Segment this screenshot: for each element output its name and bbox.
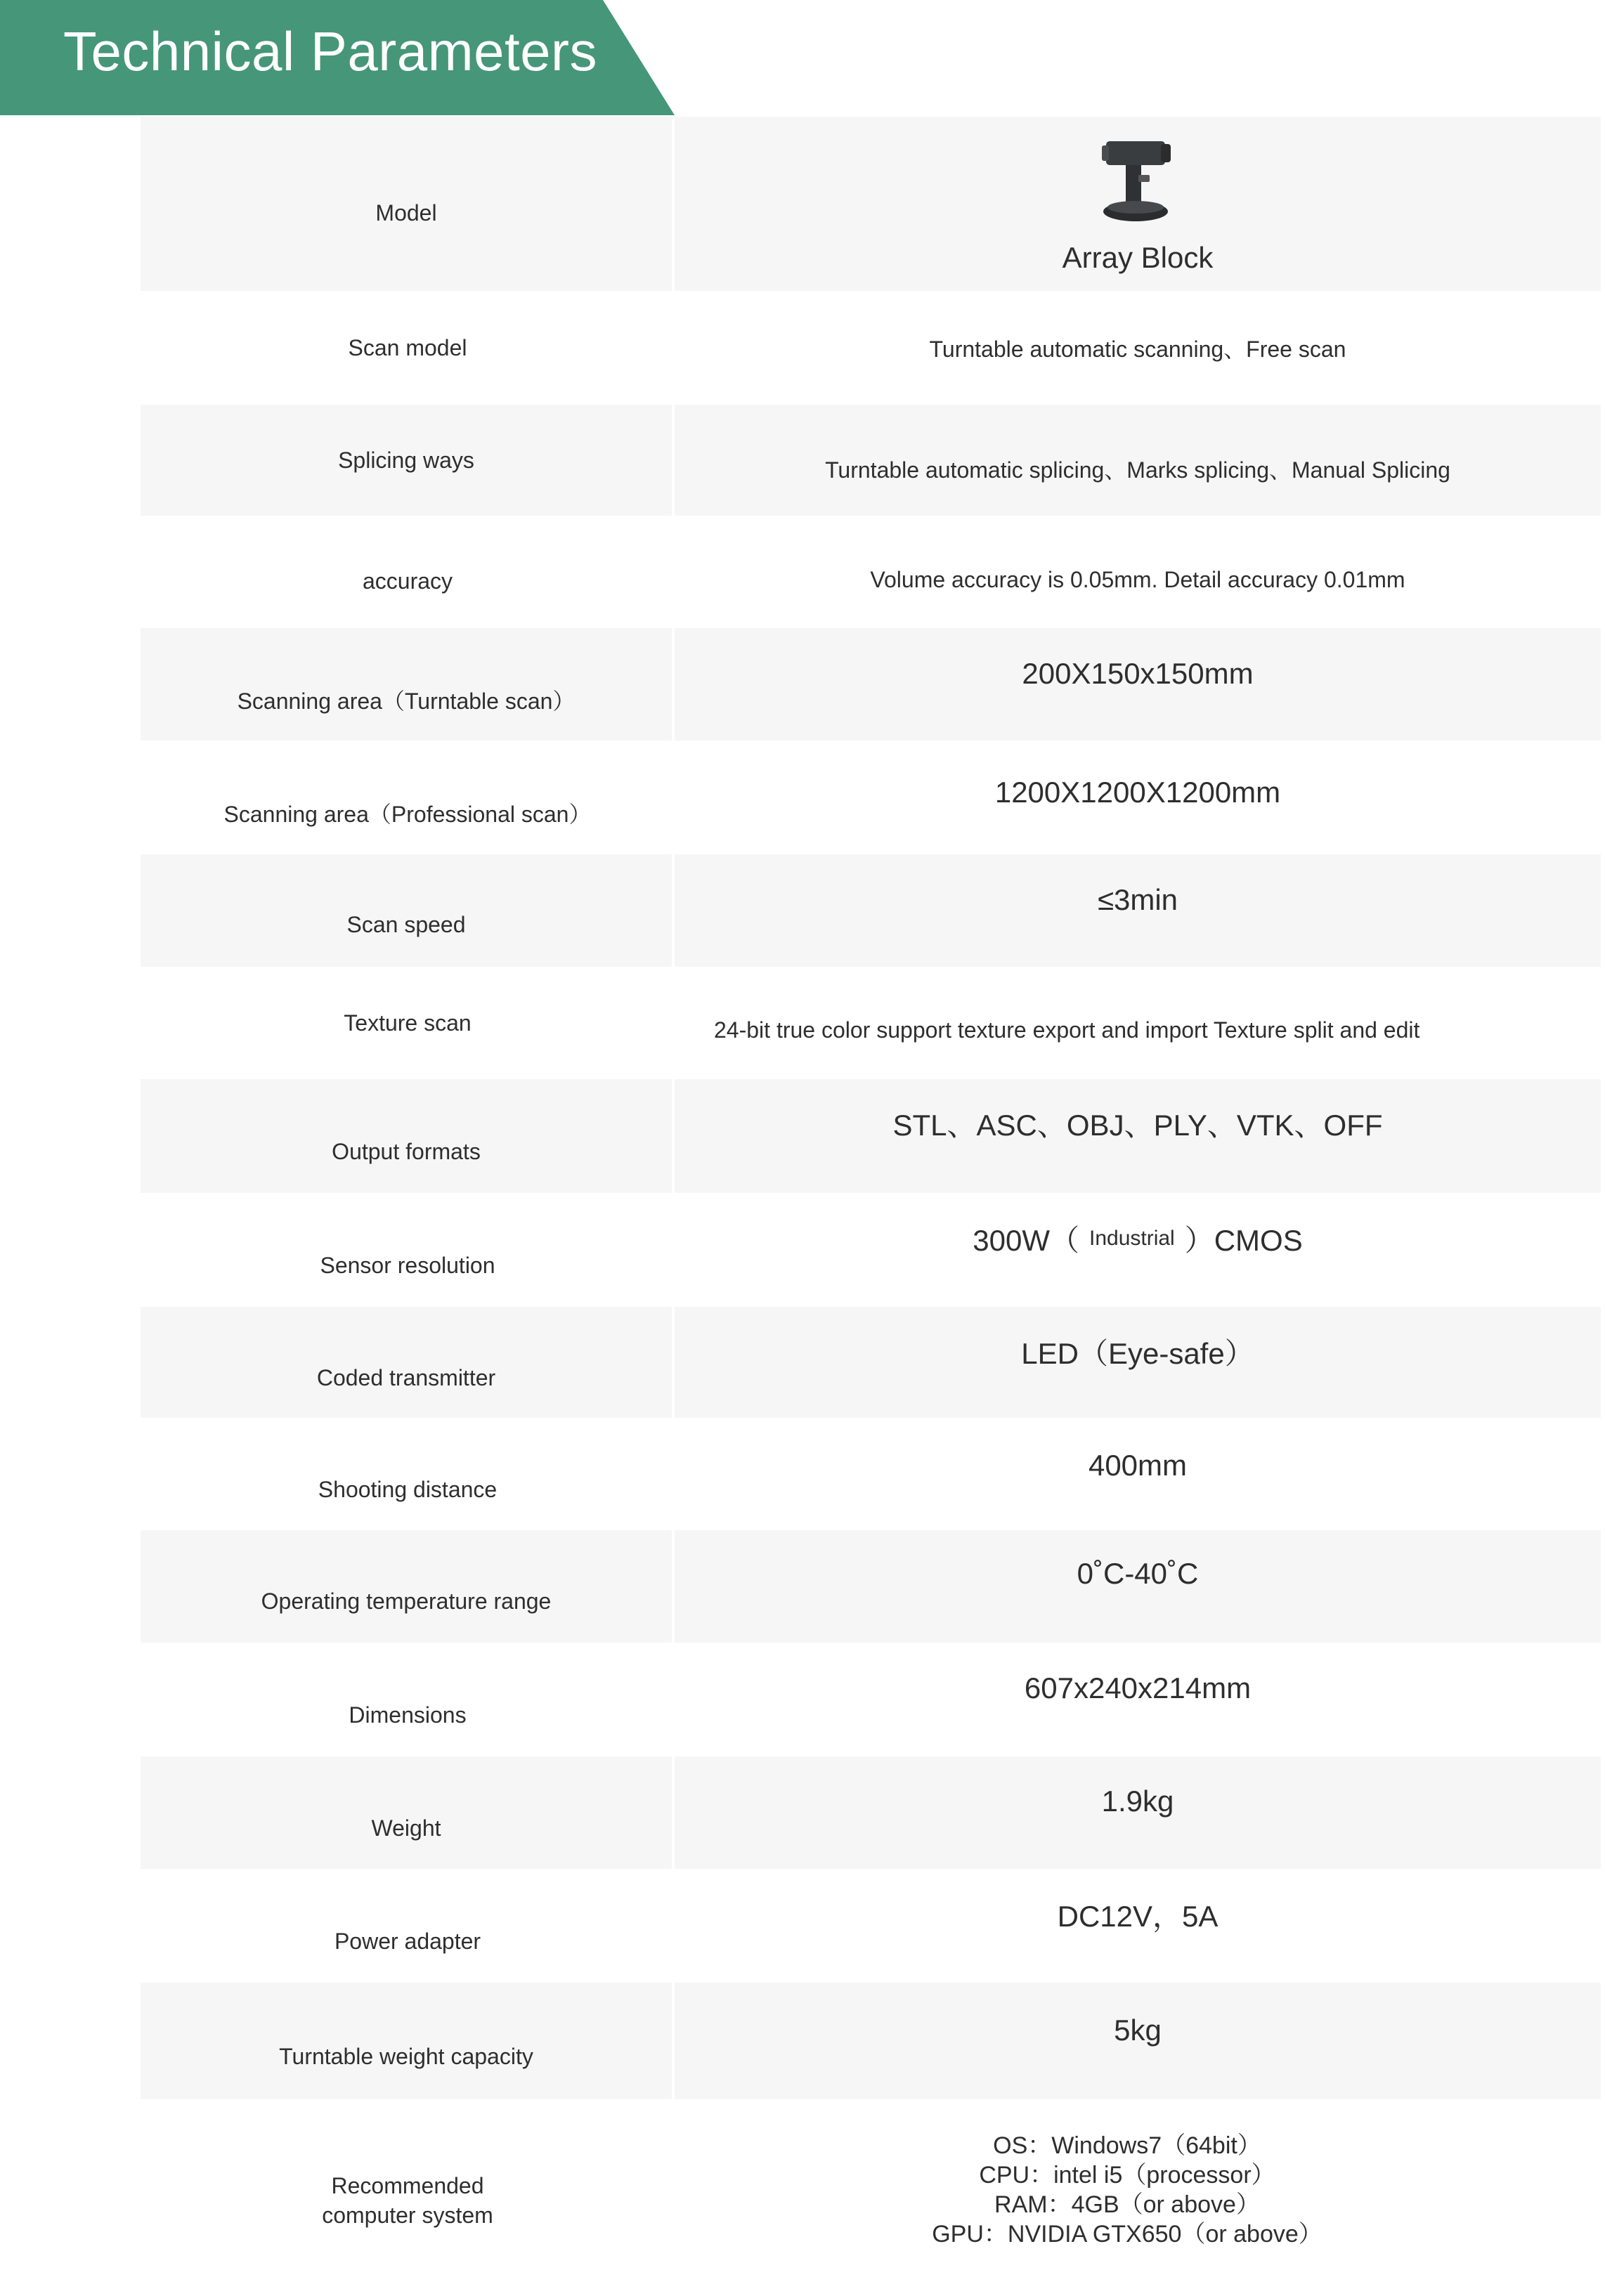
spec-label: accuracy: [362, 568, 453, 594]
computer-os: OS：Windows7（64bit）: [993, 2132, 1261, 2159]
spec-label: Coded transmitter: [141, 1307, 675, 1418]
spec-label: Sensor resolution: [320, 1252, 495, 1278]
computer-gpu: GPU：NVIDIA GTX650（or above）: [932, 2221, 1323, 2248]
spec-label: Scanning area（Turntable scan）: [141, 628, 675, 741]
spec-label: Output formats: [141, 1079, 675, 1193]
sensor-value-suffix: ）CMOS: [1184, 1224, 1303, 1257]
spec-row-dimensions: [141, 1643, 1601, 1756]
spec-value: Turntable automatic scanning、Free scan: [929, 337, 1346, 362]
page-title: Technical Parameters: [63, 20, 597, 82]
spec-row-transmitter: [141, 1307, 1601, 1418]
spec-value: Turntable automatic splicing、Marks splicing、Manual Splicing: [675, 405, 1601, 516]
spec-label: Operating temperature range: [141, 1530, 675, 1643]
spec-value: STL、ASC、OBJ、PLY、VTK、OFF: [675, 1079, 1601, 1193]
spec-value: 607x240x214mm: [1024, 1671, 1252, 1704]
spec-label: Turntable weight capacity: [141, 1983, 675, 2099]
computer-label-line1: Recommended: [331, 2173, 484, 2198]
header-banner: [0, 0, 675, 115]
spec-label: Scan model: [348, 334, 467, 360]
computer-ram: RAM：4GB（or above）: [994, 2191, 1260, 2218]
spec-row-sensor: [141, 1193, 1601, 1307]
spec-row-area-turntable: [141, 628, 1601, 741]
spec-label: Dimensions: [349, 1702, 467, 1728]
spec-table: [141, 117, 1601, 2281]
spec-value: 0˚C-40˚C: [675, 1530, 1601, 1643]
computer-cpu: CPU：intel i5（processor）: [979, 2162, 1275, 2189]
spec-row-weight: [141, 1756, 1601, 1869]
spec-row-temperature: [141, 1530, 1601, 1643]
model-name: Array Block: [1062, 241, 1214, 274]
spec-label: [141, 2099, 675, 2281]
spec-label: Power adapter: [334, 1928, 481, 1954]
sensor-value-prefix: 300W（: [973, 1224, 1079, 1257]
spec-value: 400mm: [1088, 1449, 1188, 1482]
spec-value: Volume accuracy is 0.05mm. Detail accuracy 0.01mm: [870, 566, 1405, 592]
computer-label-line2: computer system: [322, 2203, 493, 2228]
spec-value: ≤3min: [675, 854, 1601, 967]
spec-row-distance: [141, 1418, 1601, 1530]
spec-value: LED（Eye-safe）: [675, 1307, 1601, 1418]
spec-value: 1200X1200X1200mm: [994, 776, 1281, 809]
spec-value: 5kg: [675, 1983, 1601, 2099]
spec-label: Model: [141, 117, 675, 291]
spec-row-output: [141, 1079, 1601, 1193]
spec-value: [675, 2099, 1601, 2281]
spec-row-scan-speed: [141, 854, 1601, 967]
spec-label: Splicing ways: [141, 405, 675, 516]
spec-value: 200X150x150mm: [675, 628, 1601, 741]
scanner-device-image: [1099, 133, 1176, 231]
spec-value: [675, 117, 1601, 291]
spec-row-texture: [141, 967, 1601, 1079]
spec-row-model: [141, 117, 1601, 291]
spec-label: Texture scan: [344, 1010, 472, 1036]
spec-row-accuracy: [141, 516, 1601, 628]
spec-value: DC12V，5A: [1057, 1900, 1219, 1933]
spec-value: [675, 1193, 1601, 1307]
spec-row-scan-model: [141, 291, 1601, 405]
spec-label: Weight: [141, 1756, 675, 1869]
spec-row-computer: [141, 2099, 1601, 2281]
spec-row-area-professional: [141, 741, 1601, 854]
spec-label: Shooting distance: [318, 1476, 498, 1502]
spec-label: Scan speed: [141, 854, 675, 967]
spec-label: Scanning area（Professional scan）: [223, 802, 592, 827]
sensor-value-type: Industrial: [1089, 1227, 1175, 1250]
spec-row-splicing: [141, 405, 1601, 516]
spec-row-turntable-capacity: [141, 1983, 1601, 2099]
spec-row-power: [141, 1869, 1601, 1983]
spec-value: 1.9kg: [675, 1756, 1601, 1869]
spec-value: 24-bit true color support texture export and import Texture split and edit: [714, 1017, 1420, 1043]
